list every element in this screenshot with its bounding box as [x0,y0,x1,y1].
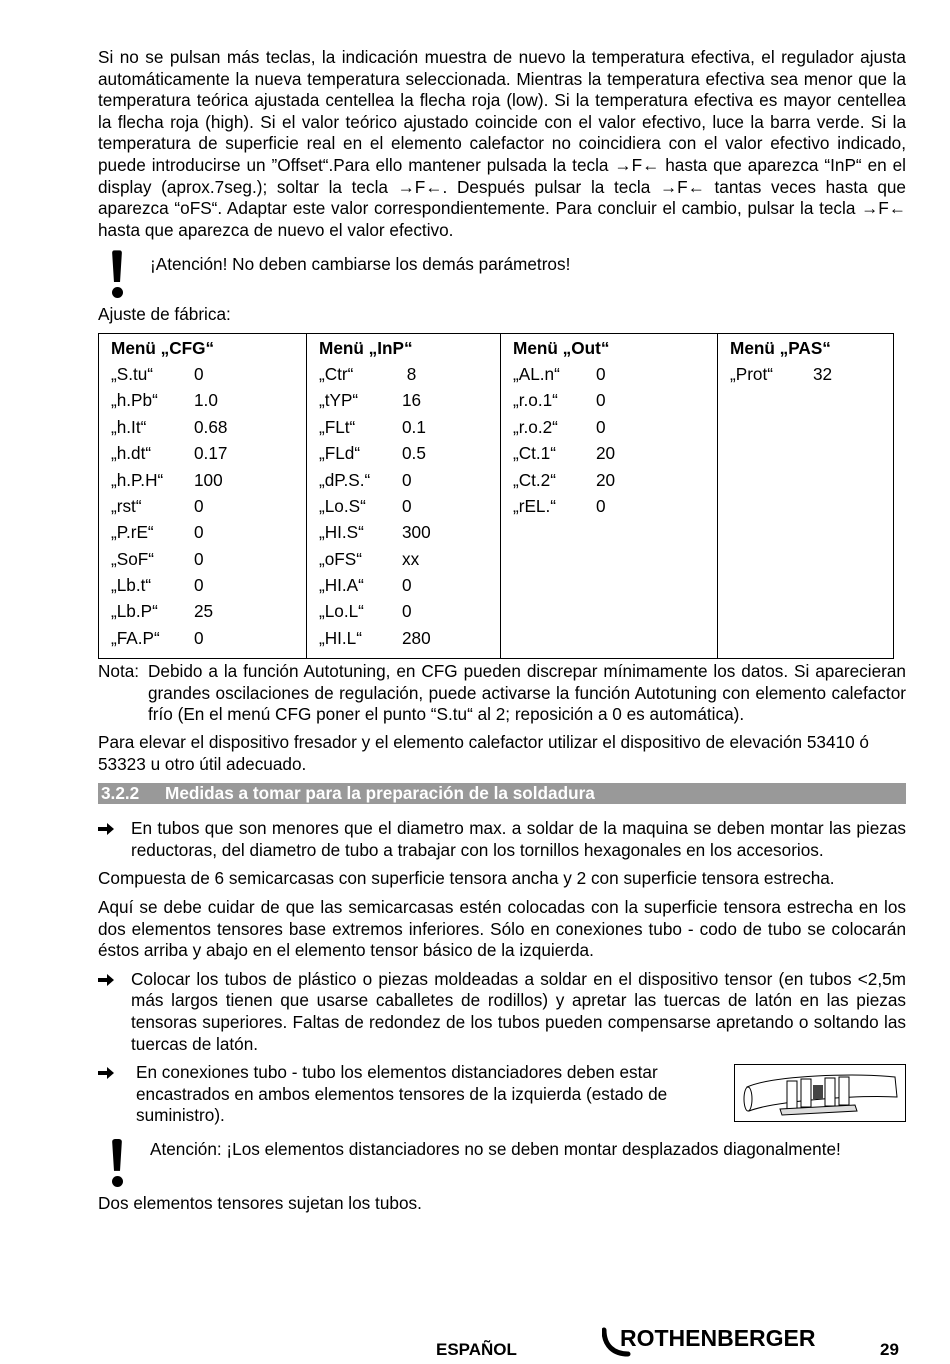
parameter-row [513,417,717,443]
parameter-row [513,470,717,496]
parameter-value: 0 [402,495,412,516]
parameter-name: „tYP“ [319,390,359,411]
menu-pas-title: Menü „PAS“ [730,337,831,358]
parameter-name: „SoF“ [111,548,154,569]
intro-paragraph: Si no se pulsan más teclas, la indicación muestra de nuevo la temperatura efectiva, el regulador ajusta automáticamente la nueva temperatura seleccionada. Mientras la temperatura efectiva sea menor que la temperatura teórica ajustada centellea la flecha roja (low). Si la temperatura efectiva es mayor centellea la flecha roja (high). Si el valor teórico ajustado coincide con el valor efectivo, luce la barra verde. Si la temperatura de superficie real en el elemento calefactor no coincidiera con el valor efectivo indicado, puede introducirse un ”Offset“.Para ello mantener pulsada la tecla →F← hasta que aparezca “InP“ en el display (aprox.7seg.); soltar la tecla →F←. Después pulsar la tecla →F← tantas veces hasta que aparezca “oFS“. Adaptar este valor correspondientemente. Para concluir el cambio, pulsar la tecla →F← hasta que aparezca de nuevo el valor efectivo. [98,47,906,240]
final-paragraph: Dos elementos tensores sujetan los tubos. [98,1192,422,1213]
parameter-value: 0 [194,627,204,648]
parameter-value: xx [402,548,420,569]
parameter-row [111,575,306,601]
parameter-value: 100 [194,469,223,490]
bullet-with-figure [98,1062,906,1127]
menu-out-title: Menü „Out“ [513,337,610,358]
parameter-name: „Lb.t“ [111,575,152,596]
parameter-row [319,549,500,575]
parameter-name: „h.dt“ [111,443,152,464]
bullet-item [98,969,906,1055]
parameter-name: „HI.L“ [319,627,362,648]
parameter-name: „AL.n“ [513,363,560,384]
arrow-right-icon [98,1062,136,1127]
parameter-row [111,443,306,469]
parameter-value: 0.17 [194,443,228,464]
parameter-row [111,601,306,627]
parameter-row [319,575,500,601]
parameter-value: 0 [194,363,204,384]
parameter-name: „rst“ [111,495,142,516]
parameter-row [111,364,306,390]
parameter-value: 0 [402,469,412,490]
menu-cfg-column [99,333,307,658]
clamp-illustration [734,1064,906,1122]
parameter-value: 300 [402,522,431,543]
parameter-name: „S.tu“ [111,363,154,384]
warning-text: Atención: ¡Los elementos distanciadores no se deben montar desplazados diagonalmente! [150,1138,841,1159]
parameter-value: 0.68 [194,416,228,437]
parameter-name: „Lo.S“ [319,495,366,516]
parameter-row [319,522,500,548]
parameter-row [319,496,500,522]
parameter-value: 20 [596,469,616,490]
bullet-text: En conexiones tubo - tubo los elementos distanciadores deben estar encastrados en ambos elementos tensores de la izquierda (estado de suministro). [136,1062,668,1126]
exclamation-icon [110,250,124,302]
menu-out-column [501,333,718,658]
parameter-name: „Ctr“ [319,363,354,384]
parameter-value: 0 [596,363,606,384]
menu-cfg-title: Menü „CFG“ [111,337,215,358]
parameter-value: 25 [194,601,214,622]
parameter-name: „r.o.2“ [513,416,558,437]
parameter-name: „rEL.“ [513,495,556,516]
section-heading [98,783,906,804]
parameter-value: 0 [402,575,412,596]
parameter-row [319,628,500,654]
parameter-row [111,522,306,548]
footer-language: ESPAÑOL [436,1340,517,1359]
parameter-row [111,496,306,522]
menu-inp-column [307,333,501,658]
parameter-row [513,496,717,522]
exclamation-icon [110,1139,124,1191]
parameter-row [513,364,717,390]
parameter-row [319,364,500,390]
parameter-name: „P.rE“ [111,522,154,543]
parameter-name: „Lb.P“ [111,601,158,622]
parameter-name: „FLd“ [319,443,361,464]
parameter-value: 32 [813,363,833,384]
parameter-value: 0 [194,548,204,569]
parameter-row [111,390,306,416]
parameter-value: 0 [596,495,606,516]
svg-text:ROTHENBERGER: ROTHENBERGER [620,1325,816,1351]
parameter-name: „dP.S.“ [319,469,371,490]
rothenberger-logo [602,1324,852,1364]
parameter-value: 0 [596,390,606,411]
parameter-name: „Ct.2“ [513,469,556,490]
bullet-item [98,1062,714,1127]
compuesta-paragraph: Compuesta de 6 semicarcasas con superficie tensora ancha y 2 con superficie tensora estrecha. [98,868,835,889]
warning-block [98,248,906,298]
bullet-item [98,818,906,861]
lift-paragraph: Para elevar el dispositivo fresador y el elemento calefactor utilizar el dispositivo de elevación 53410 ó 53323 u otro útil adecuado. [98,732,869,774]
parameter-row [513,443,717,469]
factory-settings-table [98,333,894,659]
warning-text: ¡Atención! No deben cambiarse los demás parámetros! [150,254,571,275]
parameter-name: „h.Pb“ [111,390,158,411]
parameter-name: „h.It“ [111,416,147,437]
parameter-value: 0 [194,495,204,516]
section-title: Medidas a tomar para la preparación de la soldadura [165,783,595,804]
parameter-value: 0 [194,522,204,543]
parameter-value: 20 [596,443,616,464]
section-number: 3.2.2 [101,783,140,804]
arrow-right-icon [98,969,131,1055]
arrow-right-icon [98,818,131,861]
parameter-row [111,549,306,575]
parameter-name: „HI.S“ [319,522,364,543]
parameter-row [730,364,893,390]
note-text: Debido a la función Autotuning, en CFG pueden discrepar mínimamente los datos. Si aparecieran grandes oscilaciones de regulación, puede activarse la función Autotuning con elemento calefactor frío (En el menú CFG poner el punto “S.tu“ al 2; reposición a 0 es automática). [148,661,906,725]
bullet-text: En tubos que son menores que el diametro max. a soldar de la maquina se deben montar las piezas reductoras, del diametro de tubo a trabajar con los tornillos hexagonales en los accesorios. [131,818,906,860]
parameter-name: „h.P.H“ [111,469,164,490]
parameter-row [319,417,500,443]
parameter-row [513,390,717,416]
parameter-value: 0 [402,601,412,622]
document-page [98,47,906,1222]
factory-label: Ajuste de fábrica: [98,304,231,325]
parameter-value: 8 [402,363,417,384]
parameter-name: „FLt“ [319,416,356,437]
menu-pas-column [718,333,894,658]
parameter-row [319,470,500,496]
menu-inp-title: Menü „InP“ [319,337,413,358]
parameter-value: 0 [596,416,606,437]
parameter-value: 0.5 [402,443,426,464]
parameter-value: 0.1 [402,416,426,437]
note-block [98,661,906,726]
parameter-name: „r.o.1“ [513,390,558,411]
parameter-name: „Lo.L“ [319,601,364,622]
parameter-value: 280 [402,627,431,648]
note-label: Nota: [98,661,140,682]
parameter-value: 0 [194,575,204,596]
parameter-row [111,417,306,443]
parameter-row [319,601,500,627]
parameter-name: „Ct.1“ [513,443,556,464]
parameter-row [111,470,306,496]
parameter-row [319,390,500,416]
parameter-name: „Prot“ [730,363,773,384]
parameter-name: „HI.A“ [319,575,364,596]
parameter-name: „oFS“ [319,548,362,569]
aqui-paragraph: Aquí se debe cuidar de que las semicarcasas estén colocadas con la superficie tensora estrecha en los dos elementos tensores base extremos inferiores. Sólo en conexiones tubo - codo de tubo se colocarán éstos arriba y abajo en el elemento tensor básico de la izquierda. [98,896,906,961]
parameter-value: 16 [402,390,422,411]
warning-block [98,1137,906,1187]
bullet-text: Colocar los tubos de plástico o piezas moldeadas a soldar en el dispositivo tensor (en tubos <2,5m más largos tienen que usarse caballetes de rodillos) y apretar las tuercas de latón en las piezas tensoras superiores. Faltas de redondez de los tubos pueden compensarse apretando o soltando las tuercas de latón. [131,968,906,1054]
parameter-row [111,628,306,654]
parameter-row [319,443,500,469]
parameter-name: „FA.P“ [111,627,160,648]
page-number: 29 [880,1340,899,1359]
parameter-value: 1.0 [194,390,218,411]
page-footer [0,1322,950,1362]
